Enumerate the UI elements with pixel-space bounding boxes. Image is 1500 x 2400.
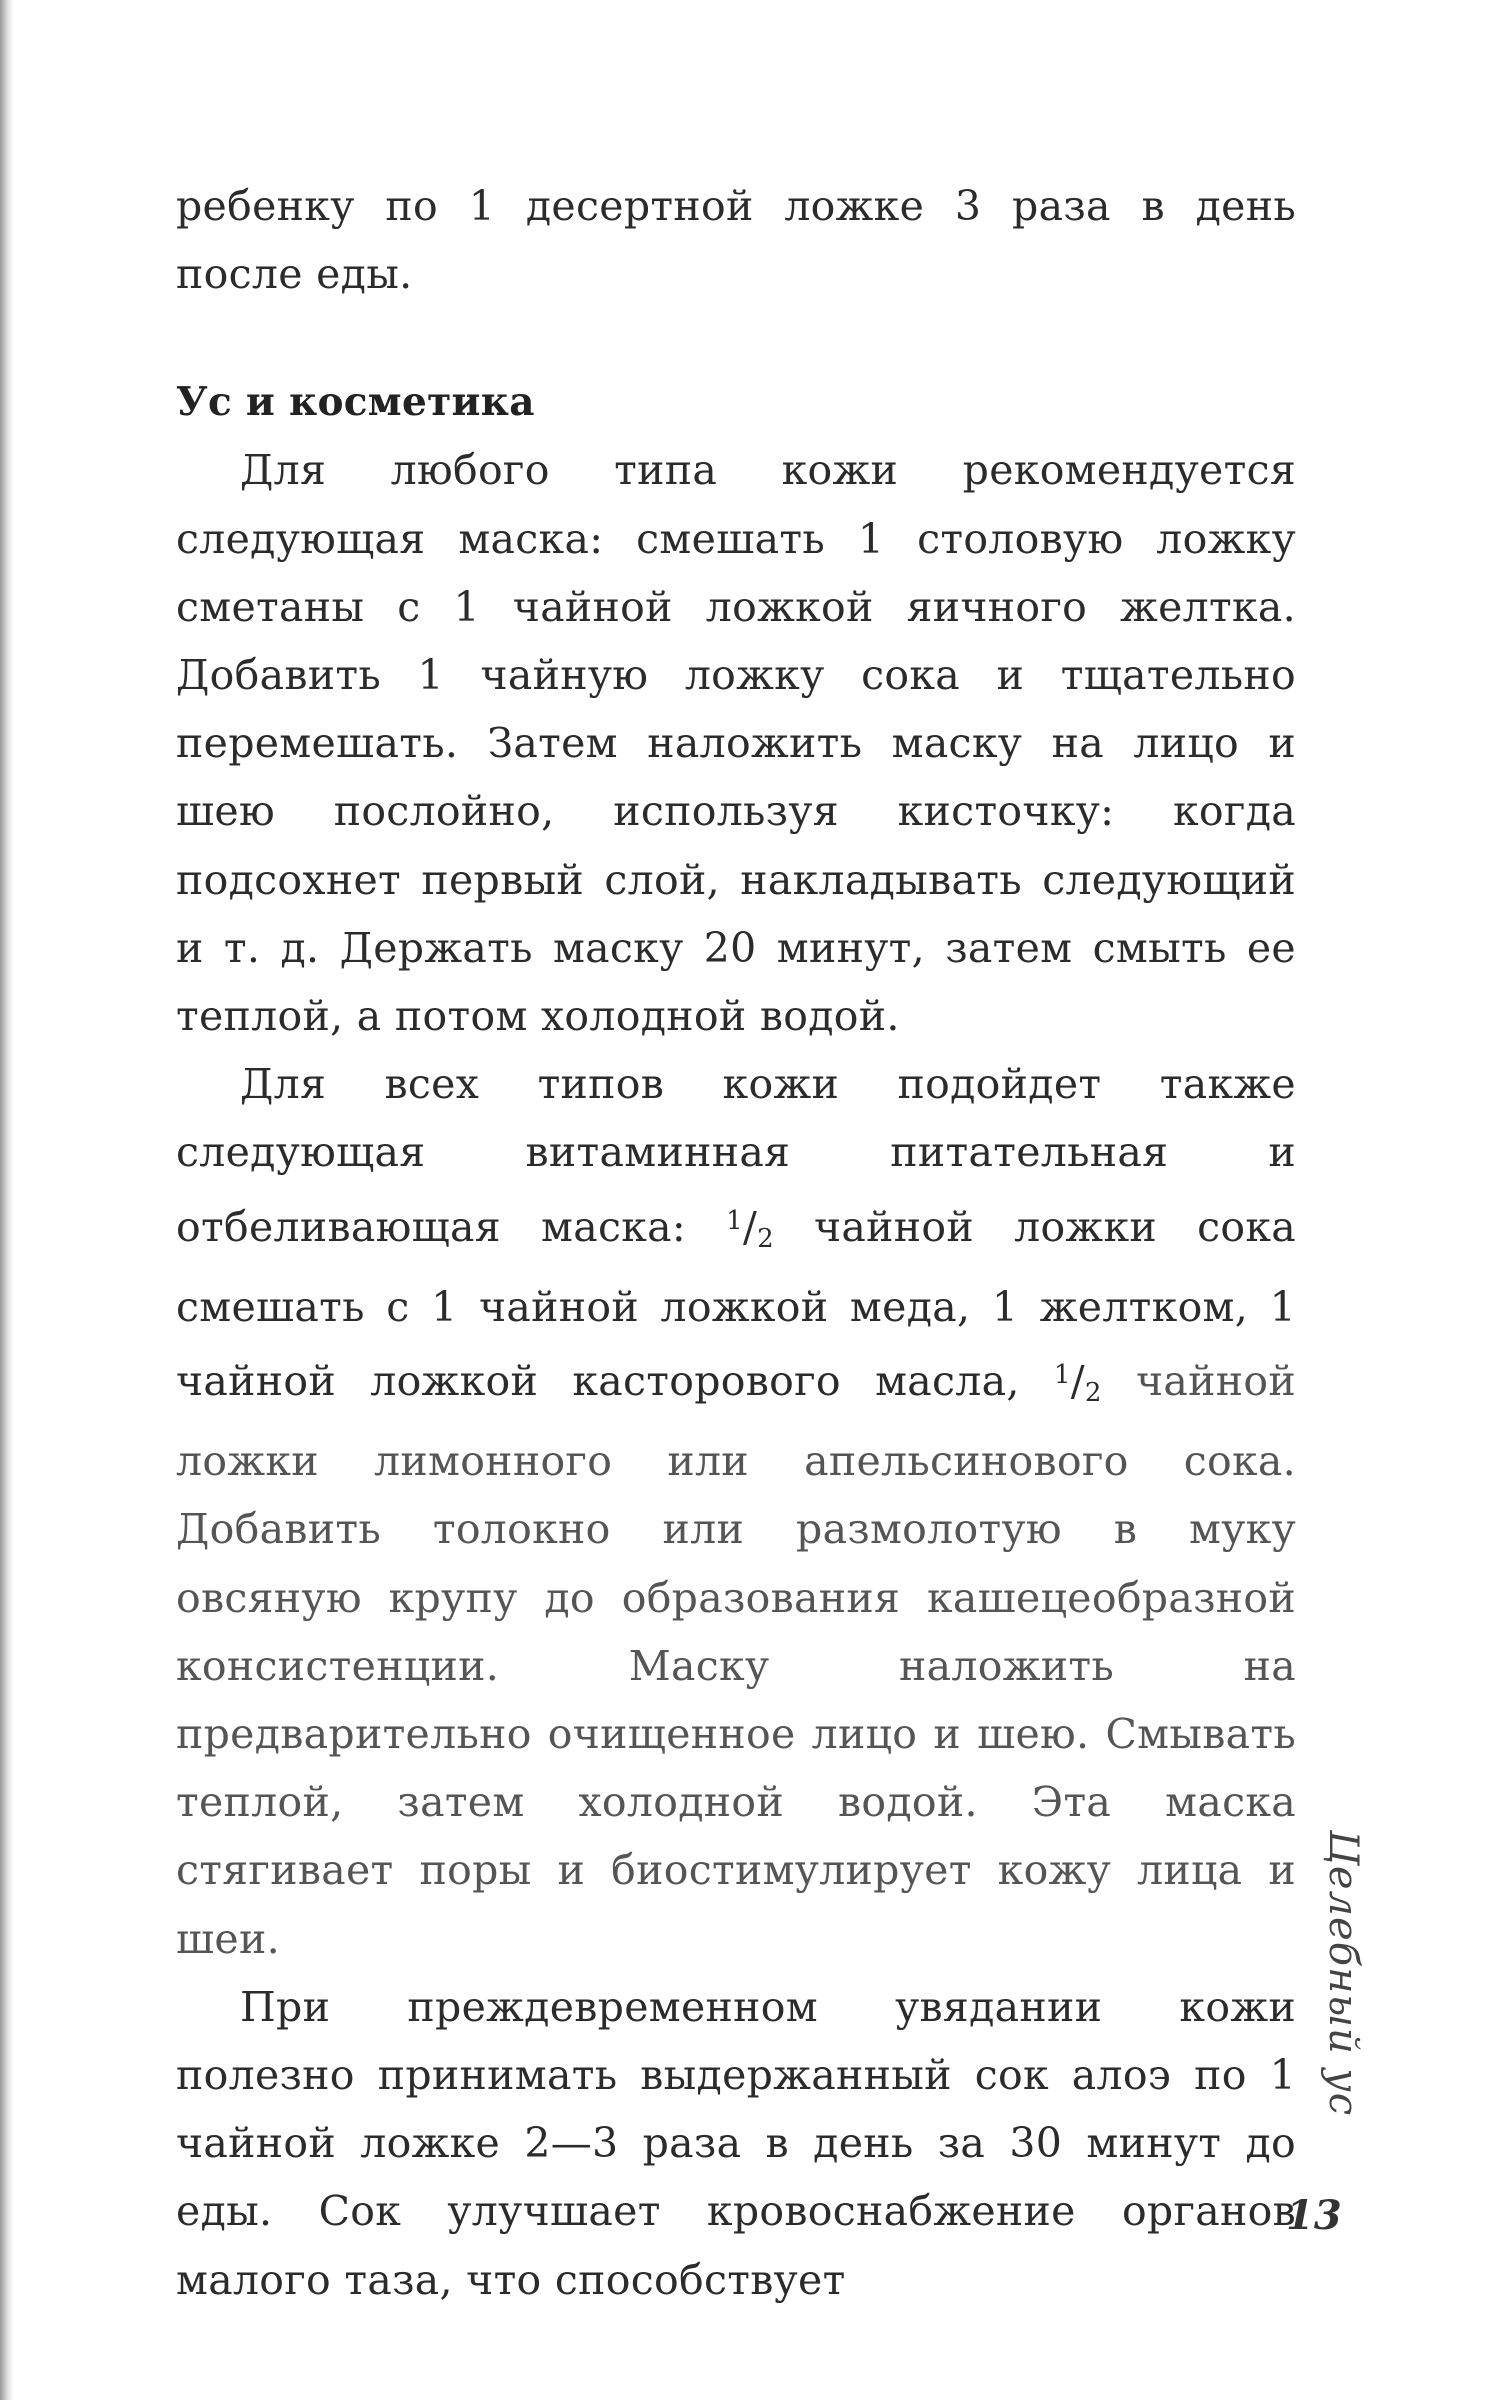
running-title: Целебный ус xyxy=(1320,1830,1366,2117)
fraction-numerator: 1 xyxy=(726,1205,743,1236)
paragraph-mask-1: Для любого типа кожи рекомендуется следующая маска: смешать 1 столовую ложку сметаны с 1 чайной ложкой яичного желтка. Добавить 1 чайную ложку сока и тщательно перемешать. Затем наложить маску на лицо и шею послойно, используя кисточку: когда подсохнет первый слой, накладывать следующий и т. д. Держать маску 20 минут, затем смыть ее теплой, а потом холодной водой. xyxy=(176,446,1296,1041)
paragraph-aloe: При преждевременном увядании кожи полезно принимать выдержанный сок алоэ по 1 чайной ложке 2—3 раза в день за 30 минут до еды. Сок улучшает кровоснабжение органов малого таза, что способствует xyxy=(176,1982,1296,2304)
fraction-slash-2: / xyxy=(1070,1357,1085,1406)
paragraph-mask-2-start: Для всех типов кожи подойдет также следующая витаминная питательная и отбеливающая маска: xyxy=(176,1060,1296,1251)
body-text xyxy=(176,172,1296,2314)
paragraph-mask-2 xyxy=(176,1050,1296,1973)
fraction-denominator: 2 xyxy=(757,1223,774,1254)
page-number: 13 xyxy=(1286,2192,1342,2239)
fraction-denominator-2: 2 xyxy=(1084,1378,1102,1409)
section-heading: Ус и косметика xyxy=(176,379,535,426)
fraction-slash: / xyxy=(742,1202,758,1251)
paragraph-mask-2-mid: чайной ложки сока смешать с 1 чайной ложкой меда, 1 желтком, 1 чайной ложкой касторового масла, xyxy=(176,1202,1296,1406)
binding-edge xyxy=(0,0,14,2400)
intro-paragraph: ребенку по 1 десертной ложке 3 раза в день после еды. xyxy=(176,182,1296,299)
fraction-numerator-2: 1 xyxy=(1053,1360,1071,1391)
paragraph-mask-2-end: чайной ложки лимонного или апельсинового сока. Добавить толокно или размолотую в муку овсяную крупу до образования кашецеобразной консистенции. Маску наложить на предварительно очищенное лицо и шею. Смывать теплой, затем холодной водой. Эта маска стягивает поры и биостимулирует кожу лица и шеи. xyxy=(176,1357,1296,1963)
